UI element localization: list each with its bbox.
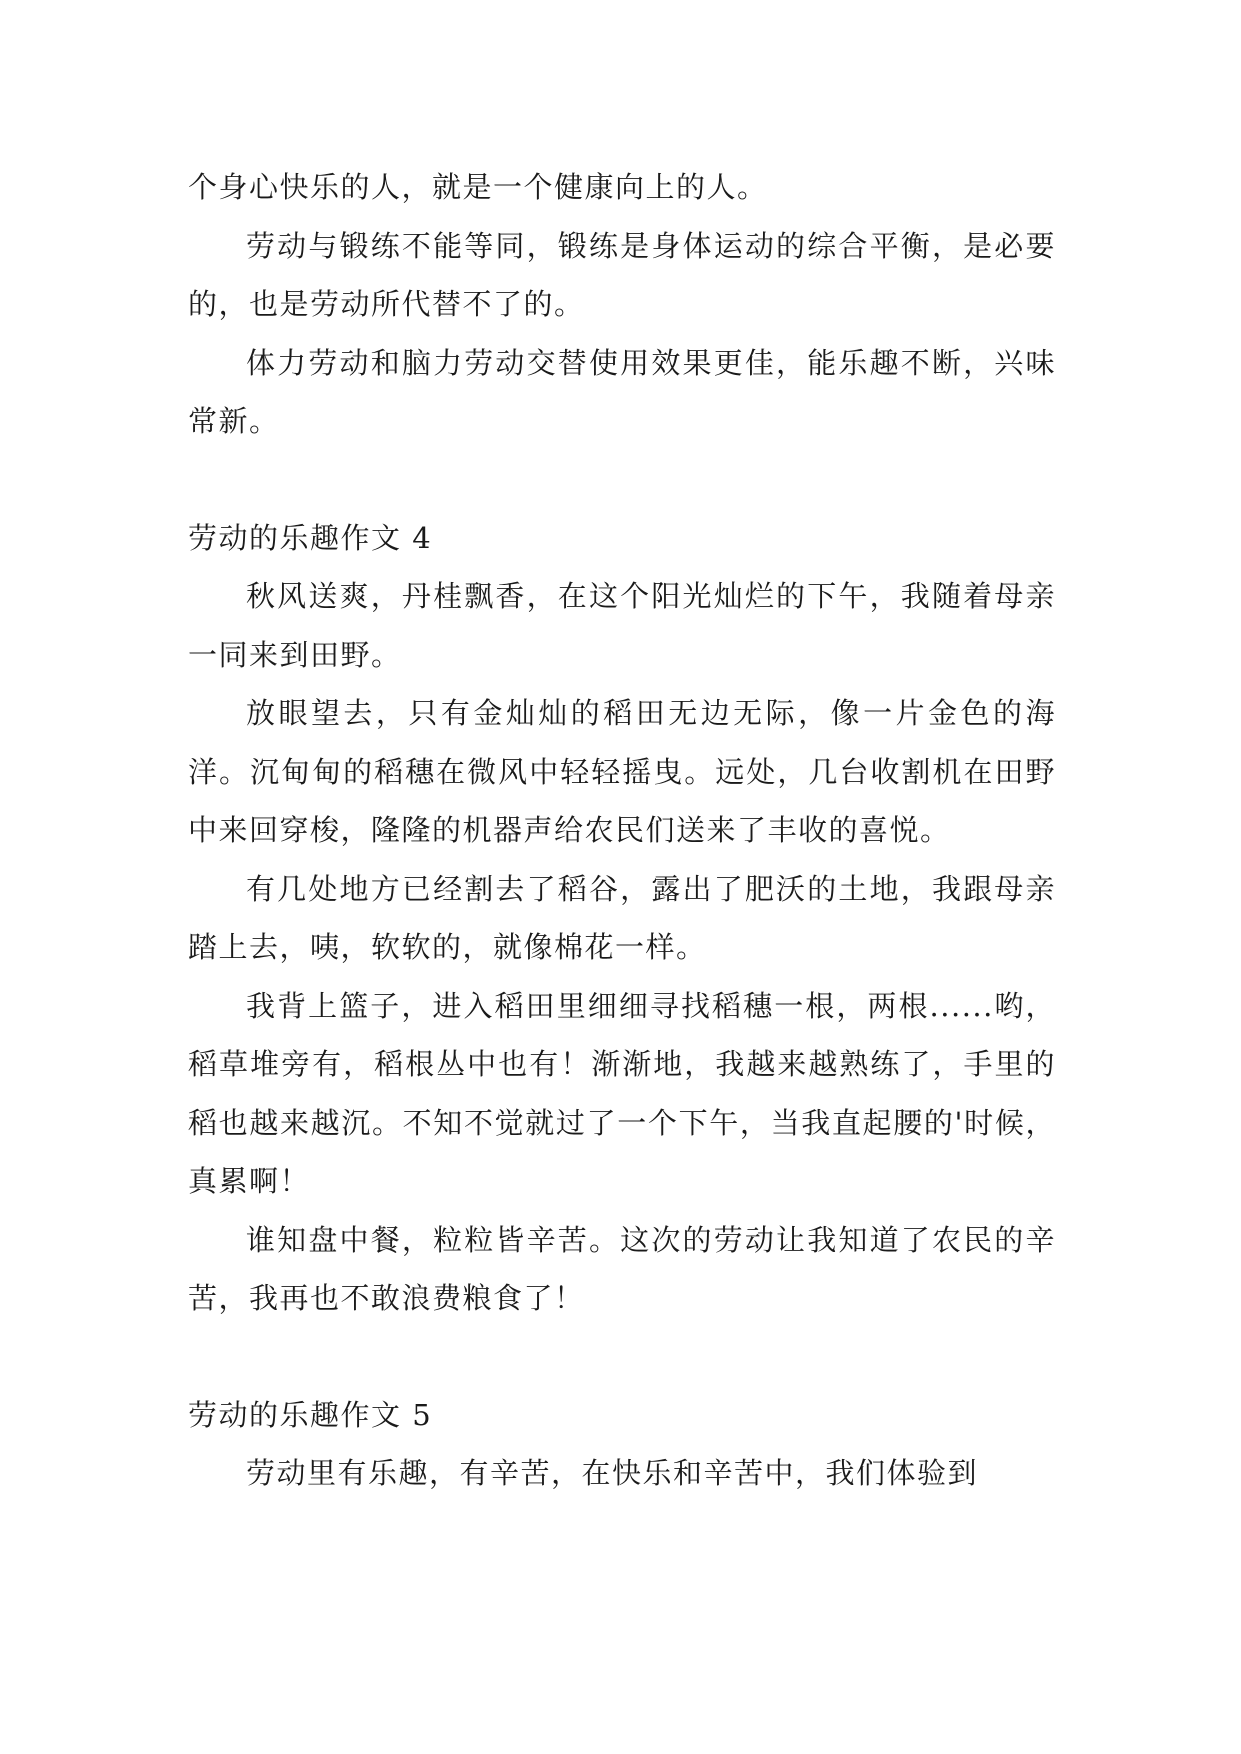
paragraph: 体力劳动和脑力劳动交替使用效果更佳，能乐趣不断，兴味常新。 [188,345,1056,438]
paragraph: 劳动里有乐趣，有辛苦，在快乐和辛苦中，我们体验到 [246,1456,979,1490]
paragraph: 个身心快乐的人，就是一个健康向上的人。 [188,170,768,204]
section-heading: 劳动的乐趣作文 4 [188,520,433,555]
paragraph: 放眼望去，只有金灿灿的稻田无边无际，像一片金色的海洋。沉甸甸的稻穗在微风中轻轻摇曳。远处，几台收割机在田野中来回穿梭，隆隆的机器声给农民们送来了丰收的喜悦。 [188,696,1056,847]
paragraph: 劳动与锻练不能等同，锻练是身体运动的综合平衡，是必要的，也是劳动所代替不了的。 [188,228,1056,321]
section-heading: 劳动的乐趣作文 5 [188,1397,433,1432]
paragraph: 秋风送爽，丹桂飘香，在这个阳光灿烂的下午，我随着母亲一同来到田野。 [188,579,1056,672]
paragraph: 谁知盘中餐，粒粒皆辛苦。这次的劳动让我知道了农民的辛苦，我再也不敢浪费粮食了！ [188,1222,1056,1315]
paragraph: 我背上篮子，进入稻田里细细寻找稻穗一根，两根......哟，稻草堆旁有，稻根丛中也有！渐渐地，我越来越熟练了，手里的稻也越来越沉。不知不觉就过了一个下午，当我直起腰的'时候，真累啊！ [188,988,1056,1198]
document-body [188,158,1056,1503]
paragraph: 有几处地方已经割去了稻谷，露出了肥沃的土地，我跟母亲踏上去，咦，软软的，就像棉花一样。 [188,871,1056,964]
